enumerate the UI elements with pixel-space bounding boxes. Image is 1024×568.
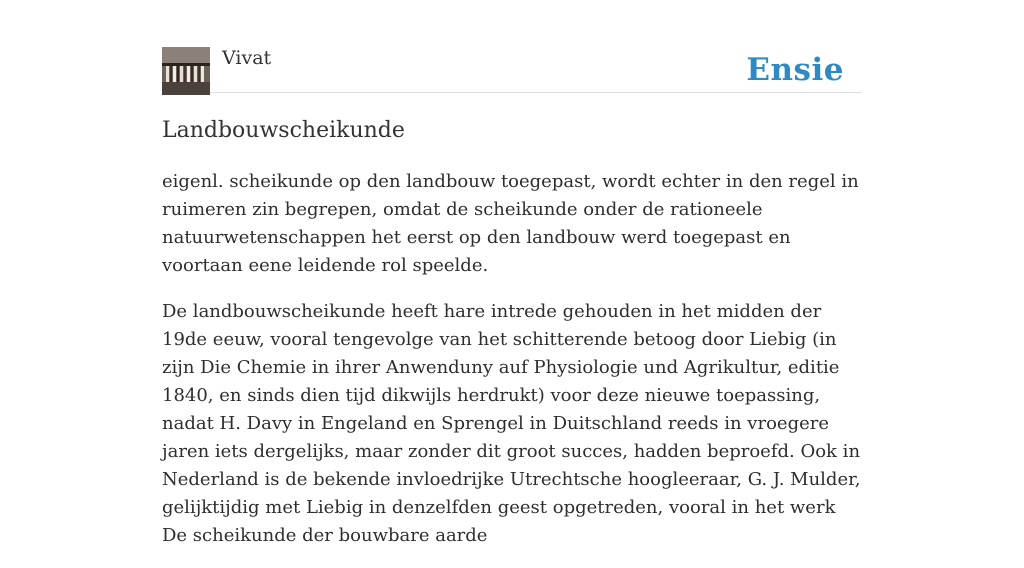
- article-paragraph: eigenl. scheikunde op den landbouw toegepast, wordt echter in den regel in ruimeren zin begrepen, omdat de scheikunde onder de rationeele natuurwetenschappen het eerst op den landbouw werd toegepast en voortaan eene leidende rol speelde.: [162, 171, 859, 276]
- page-title: Landbouwscheikunde: [162, 118, 405, 143]
- article-paragraph: De landbouwscheikunde heeft hare intrede gehouden in het midden der 19de eeuw, vooral tengevolge van het schitterende betoog door Liebig (in zijn Die Chemie in ihrer Anwenduny auf Physiologie und Agrikultur, editie 1840, en sinds dien tijd dikwijls herdrukt) voor deze nieuwe toepassing, nadat H. Davy in Engeland en Sprengel in Duitschland reeds in vroegere jaren iets dergelijks, maar zonder dit groot succes, hadden beproefd. Ook in Nederland is de bekende invloedrijke Utrechtsche hoogleeraar, G. J. Mulder, gelijktijdig met Liebig in denzelfden geest opgetreden, vooral in het werk De scheikunde der bouwbare aarde: [162, 301, 861, 546]
- author-name[interactable]: Vivat: [222, 47, 272, 69]
- article-body: [162, 168, 862, 568]
- brand-logo[interactable]: Ensie: [746, 52, 844, 88]
- bookshelf-avatar-icon[interactable]: [162, 47, 210, 95]
- page-header: [162, 47, 862, 93]
